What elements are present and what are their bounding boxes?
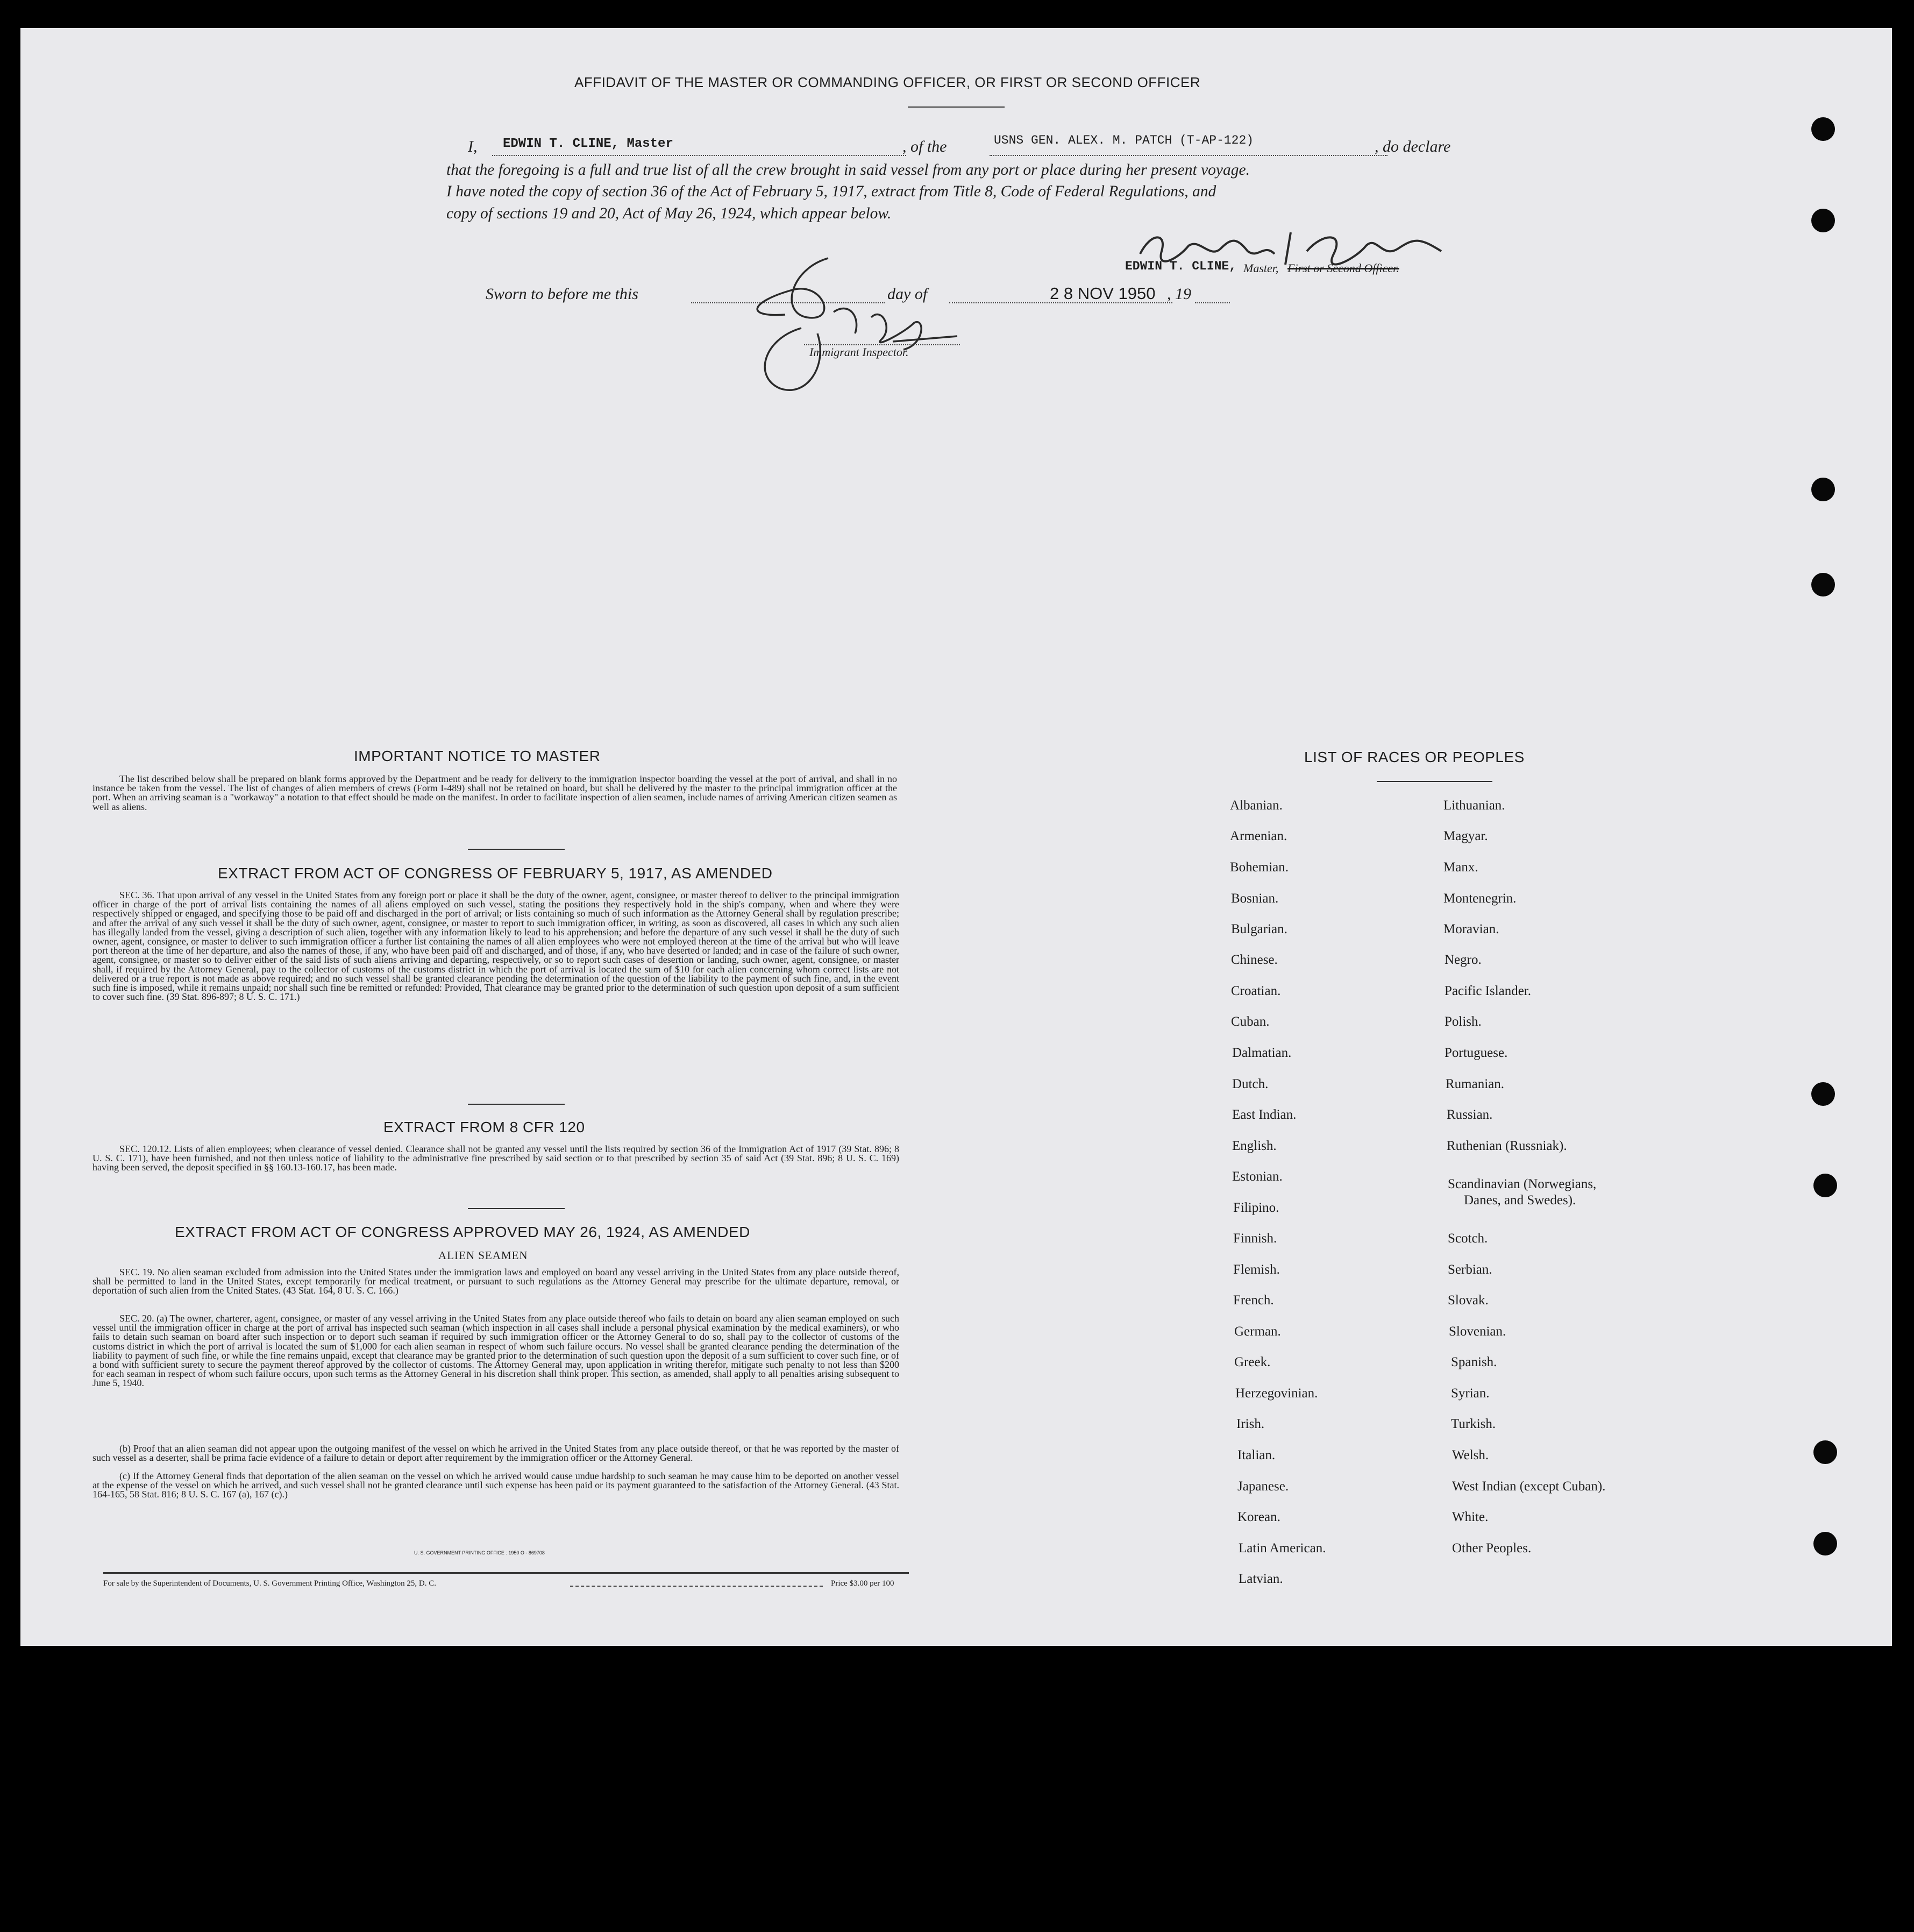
printing-office: U. S. GOVERNMENT PRINTING OFFICE : 1950 O - 869708 <box>414 1550 545 1555</box>
race-left: Latin American. <box>1239 1541 1326 1555</box>
race-right: Russian. <box>1447 1107 1493 1122</box>
race-right: Danes, and Swedes). <box>1464 1193 1576 1208</box>
affidavit-title: AFFIDAVIT OF THE MASTER OR COMMANDING OFFICER, OR FIRST OR SECOND OFFICER <box>574 74 1201 90</box>
declarant-name: EDWIN T. CLINE, Master <box>503 137 673 151</box>
punch-hole <box>1811 1082 1835 1106</box>
race-left: Estonian. <box>1232 1169 1283 1184</box>
affidavit-line-2: that the foregoing is a full and true list of all the crew brought in said vessel from any port or place during her present voyage. <box>446 161 1250 179</box>
race-right: Syrian. <box>1451 1386 1490 1401</box>
race-right: Spanish. <box>1451 1355 1497 1369</box>
race-right: Slovenian. <box>1449 1324 1506 1339</box>
race-right: Pacific Islander. <box>1445 984 1532 998</box>
race-left: German. <box>1234 1324 1281 1339</box>
race-right: Scandinavian (Norwegians, <box>1448 1177 1597 1191</box>
race-left: Greek. <box>1234 1355 1271 1369</box>
race-right: Negro. <box>1445 953 1482 967</box>
extract-1924-title: EXTRACT FROM ACT OF CONGRESS APPROVED MAY 26, 1924, AS AMENDED <box>175 1224 750 1240</box>
race-right: Turkish. <box>1451 1417 1496 1431</box>
race-left: Finnish. <box>1233 1231 1277 1246</box>
sworn-date: 2 8 NOV 1950 <box>1050 284 1156 303</box>
races-title-rule <box>1377 781 1492 782</box>
extract-1917-title: EXTRACT FROM ACT OF CONGRESS OF FEBRUARY 5, 1917, AS AMENDED <box>218 865 773 882</box>
footer-dots <box>570 1586 823 1587</box>
race-left: Croatian. <box>1231 984 1281 998</box>
race-right: Montenegrin. <box>1443 891 1517 906</box>
of-the-label: , of the <box>902 138 947 155</box>
race-left: Dutch. <box>1232 1077 1269 1091</box>
affidavit-title-rule <box>908 106 1005 108</box>
race-left: French. <box>1233 1293 1274 1308</box>
footer-left: For sale by the Superintendent of Documents, U. S. Government Printing Office, Washington 25, D. C. <box>103 1579 436 1588</box>
race-left: Armenian. <box>1230 829 1287 843</box>
punch-hole <box>1813 1440 1837 1464</box>
race-right: Rumanian. <box>1446 1077 1505 1091</box>
extract-cfr-rule <box>468 1208 565 1209</box>
race-left: Korean. <box>1237 1510 1280 1524</box>
punch-hole <box>1811 573 1835 596</box>
race-left: Albanian. <box>1230 798 1283 813</box>
race-left: Irish. <box>1236 1417 1265 1431</box>
extract-1917-rule <box>468 1104 565 1105</box>
notice-text: The list described below shall be prepared on blank forms approved by the Department and be ready for delivery to the immigration inspector boarding the vessel at the port of arrival, and shall in no instance be taken from the vessel. The list of changes of alien members of crews (Form I-489) shall not be retained on board, but shall be delivered by the master to the principal immigration officer at the port. When an arriving seaman is a "workaway" a notation to that effect should be made on the manifest. In order to facilitate inspection of alien seamen, include names of arriving American citizen seamen as well as aliens. <box>93 773 898 812</box>
inspector-line <box>804 344 960 345</box>
footer-right: Price $3.00 per 100 <box>831 1579 894 1588</box>
punch-hole <box>1811 117 1835 141</box>
affidavit-line-4: copy of sections 19 and 20, Act of May 26, 1924, which appear below. <box>446 205 892 222</box>
race-left: Herzegovinian. <box>1235 1386 1318 1401</box>
race-left: Italian. <box>1237 1448 1276 1462</box>
do-declare-label: , do declare <box>1375 138 1451 155</box>
declarant-line <box>492 155 906 156</box>
race-left: Bosnian. <box>1231 891 1279 906</box>
affidavit-line-3: I have noted the copy of section 36 of the Act of February 5, 1917, extract from Title 8, Code of Federal Regulations, and <box>446 183 1216 200</box>
race-right: Moravian. <box>1443 922 1499 936</box>
alien-seamen-subtitle: ALIEN SEAMEN <box>438 1249 528 1262</box>
vessel-name: USNS GEN. ALEX. M. PATCH (T-AP-122) <box>994 133 1254 147</box>
day-of-label: day of <box>887 285 928 303</box>
year-suffix: , 19 <box>1167 285 1191 303</box>
sec19-text: SEC. 19. No alien seaman excluded from admission into the United States under the immigration laws and employed on board any vessel arriving in the United States from any place outside thereof, shall be permitted to land in the United States, except temporarily for medical treatment, or pursuant to such regulations as the Attorney General may prescribe for the ultimate departure, removal, or deportation of such alien from the United States. (43 Stat. 164, 8 U. S. C. 166.) <box>93 1267 899 1296</box>
sec20a-text: SEC. 20. (a) The owner, charterer, agent, consignee, or master of any vessel arriving in the United States from any place outside thereof who fails to detain on board any alien seaman employed on such vessel until the immigration officer in charge at the port of arrival has inspected such seaman (which inspection in all cases shall include a personal physical examination by the medical examiners), or who fails to detain such seaman on board after such inspection or to deport such seaman if required by such immigration officer or the Attorney General to do so, shall pay to the collector of customs of the customs district in which the port of arrival is located the sum of $1,000 for each alien seaman in respect of whom such failure occurs. No vessel shall be granted clearance pending the determination of the liability to payment of such fine, or while the fine remains unpaid, except that clearance may be granted prior to the determination of such question upon the deposit of a sum sufficient to cover such fine, or of a bond with sufficient surety to secure the payment thereof approved by the collector of customs. The Attorney General may, upon application in writing therefor, mitigate such penalty to not less than $200 for each seaman in respect of whom such failure occurs, upon such terms as the Attorney General in his discretion shall think proper. This section, as amended, shall apply to all penalties arising subsequent to June 5, 1940. <box>93 1313 899 1389</box>
sec20c-text: (c) If the Attorney General finds that deportation of the alien seaman on the vessel on which he arrived would cause undue hardship to such seaman he may cause him to be deported on another vessel at the expense of the vessel on which he arrived, and such vessel shall not be granted clearance until such expense has been paid or its payment guaranteed to the satisfaction of the Attorney General. (43 Stat. 164-165, 58 Stat. 816; 8 U. S. C. 167 (a), 167 (c).) <box>93 1471 899 1500</box>
race-left: East Indian. <box>1232 1107 1297 1122</box>
notice-title: IMPORTANT NOTICE TO MASTER <box>354 748 601 764</box>
race-left: Filipino. <box>1233 1201 1279 1215</box>
race-left: Cuban. <box>1231 1014 1270 1029</box>
race-right: Other Peoples. <box>1452 1541 1532 1555</box>
race-left: Chinese. <box>1231 953 1278 967</box>
signature-name: EDWIN T. CLINE, <box>1125 259 1237 273</box>
vessel-line <box>990 155 1388 156</box>
race-right: Lithuanian. <box>1443 798 1505 813</box>
race-right: Serbian. <box>1448 1262 1492 1277</box>
race-right: Welsh. <box>1452 1448 1489 1462</box>
punch-hole <box>1811 478 1835 501</box>
footer-rule <box>103 1572 909 1574</box>
race-left: Flemish. <box>1233 1262 1280 1277</box>
extract-1917-text: SEC. 36. That upon arrival of any vessel in the United States from any foreign port or place it shall be the duty of the owner, agent, consignee, or master thereof to deliver to the principal immigration officer in charge of the port of arrival lists containing the names of all aliens employed on such vessel, stating the positions they respectively hold in the ship's company, when and where they were respectively shipped or engaged, and specifying those to be paid off and discharged in the port of arrival; or lists containing so much of such information as the Attorney General shall by regulation prescribe; and after the arrival of any such vessel it shall be the duty of such owner, agent, consignee, or master to report to such immigration officer, in writing, as soon as discovered, all cases in which any such alien has illegally landed from the vessel, giving a description of such alien, together with any information likely to lead to his apprehension; and before the departure of any such vessel it shall be the duty of such owner, agent, consignee, or master to deliver to such immigration officer a further list containing the names of all alien employees who were not employed thereon at the time of the arrival but who will leave port thereon at the time of her departure, and also the names of those, if any, who have been paid off and discharged, and of those, if any, who have deserted or landed; and in case of the failure of such owner, agent, consignee, or master so to deliver either of the said lists of such aliens arriving and departing, respectively, or so to report such cases of desertion or landing, such owner, agent, consignee, or master shall, if required by the Attorney General, pay to the collector of customs of the customs district in which the port of arrival is located the sum of $10 for each alien concerning whom correct lists are not delivered or a true report is not made as above required; and no such vessel shall be granted clearance pending the determination of the question of the liability to the payment of such fine, and, in the event such fine is imposed, while it remains unpaid; nor shall such fine be remitted or refunded: Provided, That clearance may be granted prior to the determination of such question upon deposit of a sum sufficient to cover such fine. (39 Stat. 896-897; 8 U. S. C. 171.) <box>93 890 899 1003</box>
race-right: Magyar. <box>1443 829 1488 843</box>
sworn-label: Sworn to before me this <box>486 285 638 303</box>
race-right: Ruthenian (Russniak). <box>1447 1139 1567 1153</box>
signature-title-struck: First or Second Officer. <box>1287 261 1399 275</box>
punch-hole <box>1813 1174 1837 1197</box>
extract-cfr-title: EXTRACT FROM 8 CFR 120 <box>383 1119 585 1135</box>
race-left: Bulgarian. <box>1231 922 1287 936</box>
sec20b-text: (b) Proof that an alien seaman did not appear upon the outgoing manifest of the vessel on which he arrived in the United States from any place outside thereof, or that he was reported by the master of such vessel as a deserter, shall be prima facie evidence of a failure to detain or deport after requirement by the immigration officer or the Attorney General. <box>93 1443 899 1464</box>
race-left: Dalmatian. <box>1232 1046 1292 1060</box>
year-line <box>1195 302 1230 303</box>
race-left: English. <box>1232 1139 1277 1153</box>
race-left: Bohemian. <box>1230 860 1289 875</box>
signature-title: Master, <box>1243 261 1279 275</box>
race-left: Japanese. <box>1237 1479 1289 1494</box>
race-right: Scotch. <box>1448 1231 1488 1246</box>
race-right: White. <box>1452 1510 1489 1524</box>
punch-hole <box>1811 209 1835 232</box>
punch-hole <box>1813 1532 1837 1555</box>
extract-cfr-text: SEC. 120.12. Lists of alien employees; when clearance of vessel denied. Clearance shall not be granted any vessel until the lists required by section 36 of the Immigration Act of 1917 (39 Stat. 896; 8 U. S. C. 171), have been furnished, and not then unless notice of liability to the administrative fine prescribed by said section or to that prescribed by section 35 of said Act (39 Stat. 896; 8 U. S. C. 169) having been served, the deposit specified in §§ 160.13-160.17, has been made. <box>93 1143 899 1173</box>
race-right: Slovak. <box>1448 1293 1489 1308</box>
affidavit-prefix: I, <box>468 138 478 155</box>
inspector-label: Immigrant Inspector. <box>809 345 909 359</box>
race-right: West Indian (except Cuban). <box>1452 1479 1606 1494</box>
race-left: Latvian. <box>1239 1572 1283 1586</box>
race-right: Portuguese. <box>1445 1046 1508 1060</box>
races-title: LIST OF RACES OR PEOPLES <box>1304 749 1525 765</box>
notice-rule <box>468 849 565 850</box>
inspector-signature <box>699 247 979 398</box>
race-right: Manx. <box>1443 860 1478 875</box>
race-right: Polish. <box>1445 1014 1482 1029</box>
